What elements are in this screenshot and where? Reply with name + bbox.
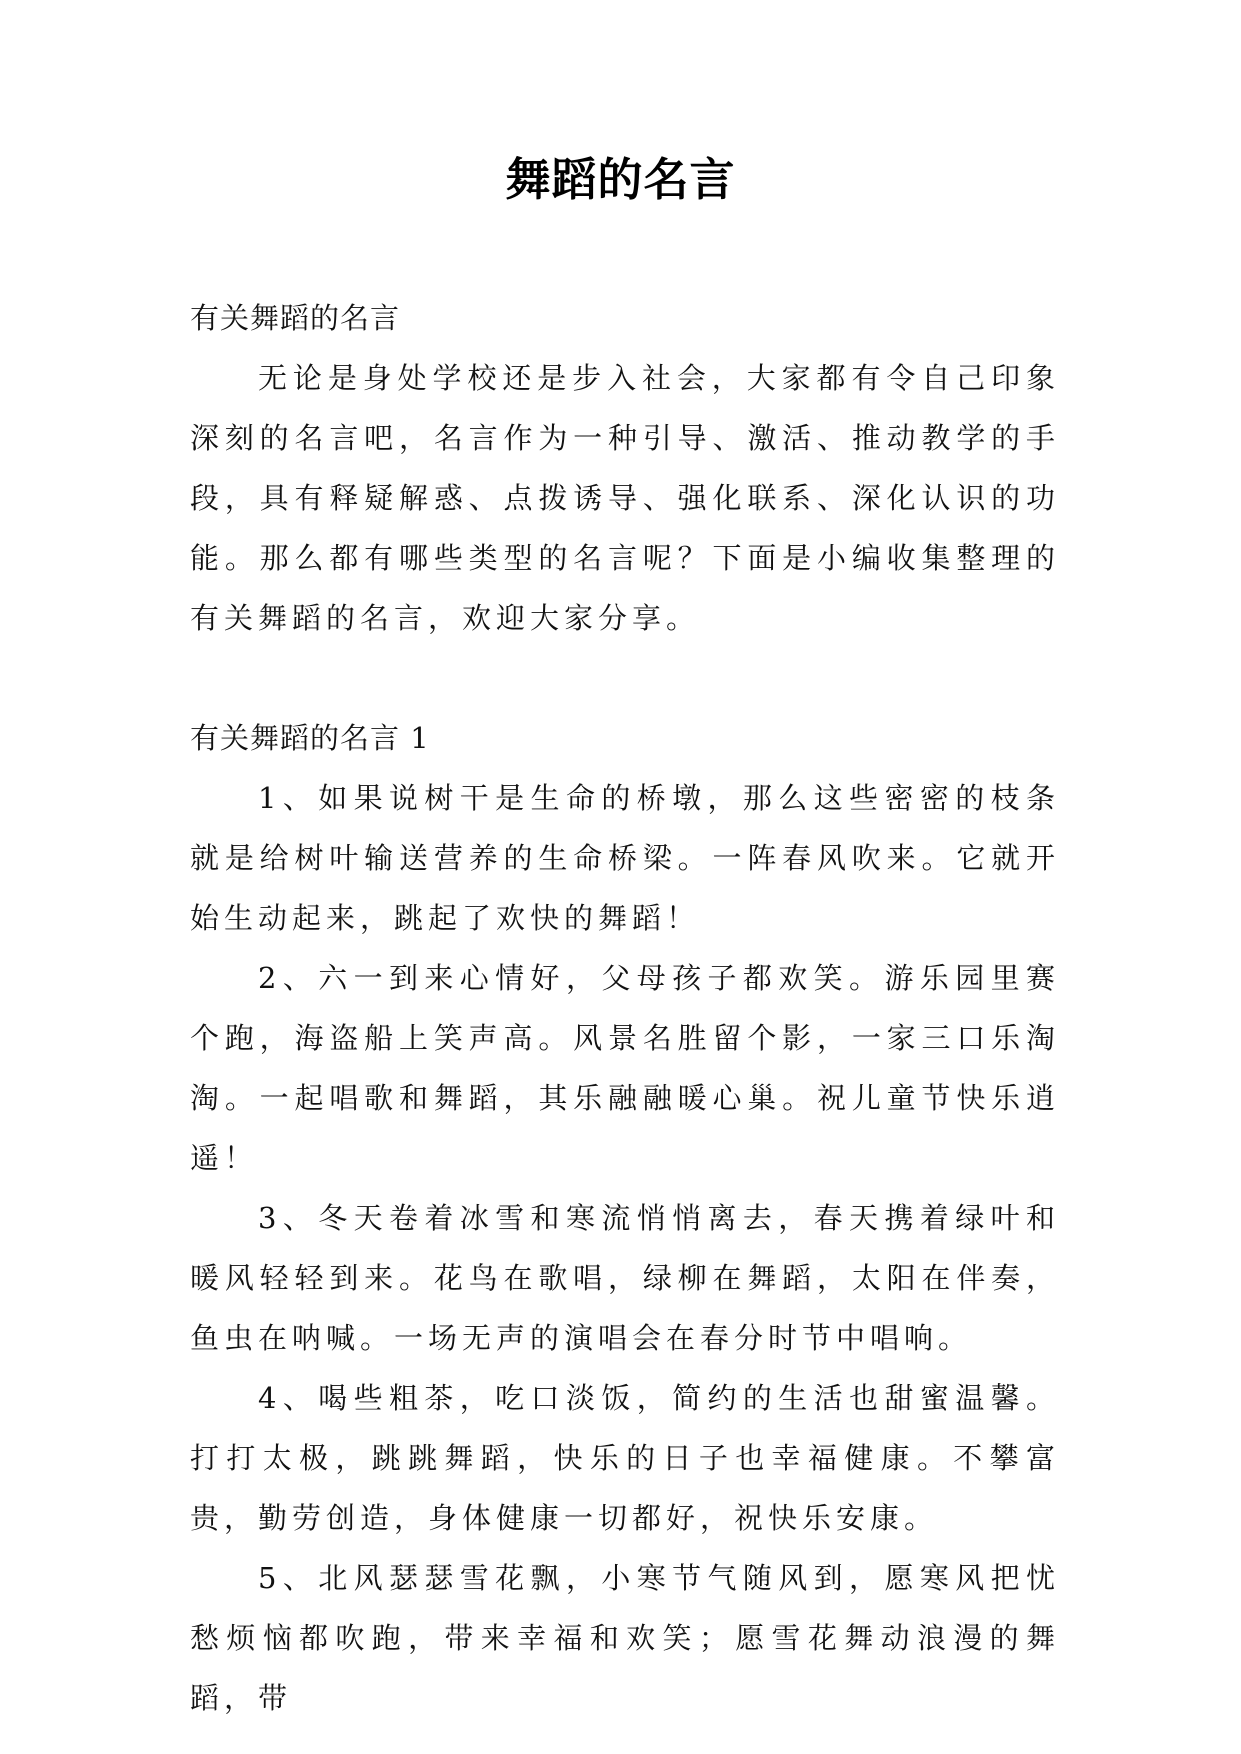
quote-paragraph-1: 1、如果说树干是生命的桥墩，那么这些密密的枝条就是给树叶输送营养的生命桥梁。一阵春风吹来。它就开始生动起来，跳起了欢快的舞蹈！ <box>190 781 1060 935</box>
document-title: 舞蹈的名言 <box>505 153 736 206</box>
quote-paragraph-3: 3、冬天卷着冰雪和寒流悄悄离去，春天携着绿叶和暖风轻轻到来。花鸟在歌唱，绿柳在舞蹈，太阳在伴奏，鱼虫在呐喊。一场无声的演唱会在春分时节中唱响。 <box>190 1201 1060 1355</box>
quote-paragraph-4: 4、喝些粗茶，吃口淡饭，简约的生活也甜蜜温馨。打打太极，跳跳舞蹈，快乐的日子也幸福健康。不攀富贵，勤劳创造，身体健康一切都好，祝快乐安康。 <box>190 1381 1060 1535</box>
intro-paragraph: 无论是身处学校还是步入社会，大家都有令自己印象深刻的名言吧，名言作为一种引导、激活、推动教学的手段，具有释疑解惑、点拨诱导、强化联系、深化认识的功能。那么都有哪些类型的名言呢？下面是小编收集整理的有关舞蹈的名言，欢迎大家分享。 <box>190 361 1060 635</box>
quote-paragraph-2: 2、六一到来心情好，父母孩子都欢笑。游乐园里赛个跑，海盗船上笑声高。风景名胜留个影，一家三口乐淘淘。一起唱歌和舞蹈，其乐融融暖心巢。祝儿童节快乐逍遥！ <box>190 961 1060 1175</box>
section-spacer <box>190 648 1060 708</box>
section-heading: 有关舞蹈的名言 1 <box>190 721 430 755</box>
subtitle: 有关舞蹈的名言 <box>190 301 401 335</box>
document-body <box>190 288 1060 1728</box>
quote-paragraph-5: 5、北风瑟瑟雪花飘，小寒节气随风到，愿寒风把忧愁烦恼都吹跑，带来幸福和欢笑；愿雪花舞动浪漫的舞蹈，带 <box>190 1561 1060 1715</box>
